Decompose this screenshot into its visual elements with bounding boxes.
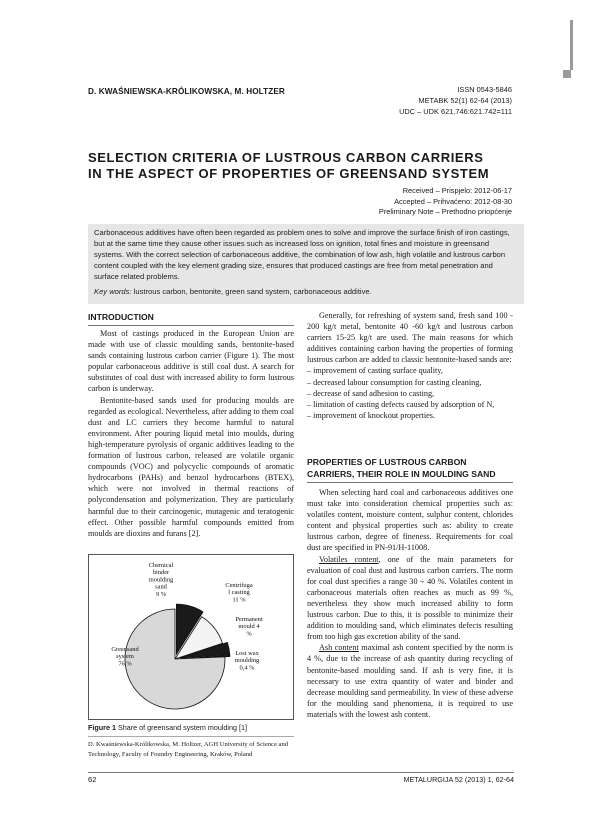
author-affiliation: D. Kwaśniewska-Królikowska, M. Holtzer, AGH University of Science and Technology, Faculty of Foundry Engineering, Kraków, Poland bbox=[88, 736, 294, 759]
title-line-1: SELECTION CRITERIA OF LUSTROUS CARBON CARRIERS bbox=[88, 150, 484, 165]
intro-paragraph-1: Most of castings produced in the European Union are made with use of classic moulding sands, bentonite-based sands containing lustrous carbon carrier (Figure 1). The most popular carbonaceous additive is still coal dust. A search for substitutes of coal dust with increased ability to form lustrous carbon is underway. bbox=[88, 329, 294, 394]
pie-label-0-line-3: sand bbox=[155, 583, 167, 591]
pie-label-3-line-0: Lost wax bbox=[235, 650, 259, 657]
list-item: – improvement of casting surface quality, bbox=[307, 366, 443, 376]
pie-label-1-line-0: Centrifuga bbox=[225, 582, 253, 589]
list-item: – limitation of casting defects caused by adsorption of N, bbox=[307, 399, 495, 409]
running-authors: D. KWAŚNIEWSKA-KRÓLIKOWSKA, M. HOLTZER bbox=[88, 87, 285, 96]
pie-chart-svg bbox=[89, 555, 293, 719]
pie-label-3-line-1: moulding bbox=[234, 657, 260, 665]
received-date: Received – Prispjelo: 2012-06-17 bbox=[402, 186, 512, 195]
right-column-body bbox=[307, 310, 513, 421]
right-paragraph-3 bbox=[307, 554, 513, 643]
section-2-heading bbox=[307, 456, 513, 483]
abstract-box bbox=[88, 224, 524, 304]
keywords bbox=[94, 287, 518, 298]
ash-term: Ash content bbox=[319, 643, 359, 653]
reasons-list bbox=[307, 365, 513, 420]
pie-label-1-line-2: 11 % bbox=[232, 596, 246, 604]
keywords-label: Key words: bbox=[94, 286, 132, 296]
figure-1-pie-chart bbox=[88, 554, 294, 720]
section-2-body bbox=[307, 487, 513, 720]
submission-dates bbox=[379, 186, 512, 218]
pie-label-4-line-0: Greensand bbox=[111, 646, 139, 653]
paper-type: Preliminary Note – Prethodno priopćenje bbox=[378, 207, 512, 217]
section-2-heading-line-2: CARRIERS, THEIR ROLE IN MOULDING SAND bbox=[307, 469, 496, 479]
top-margin bbox=[0, 0, 600, 14]
page-number: 62 bbox=[88, 775, 97, 784]
right-paragraph-2: When selecting hard coal and carbonaceous additives one must take into consideration chemical properties such as: volatiles content, moisture content, sulphur content, chlorides content and physical properties such as: ability to create lustrous carbon, degree of fineness. Requirements for coal dust are specified in PN-91/H-11008. bbox=[307, 488, 513, 553]
pie-label-2-line-1: mould 4 bbox=[238, 623, 260, 631]
pie-label-4-line-1: system bbox=[116, 653, 134, 661]
margin-bar bbox=[570, 20, 573, 70]
udc: UDC – UDK 621.746:621.742=111 bbox=[399, 107, 512, 116]
figure-caption bbox=[88, 723, 294, 732]
right-paragraph-4 bbox=[307, 642, 513, 720]
journal-meta bbox=[399, 84, 512, 117]
accepted-date: Accepted – Prihvaćeno: 2012-08-30 bbox=[394, 196, 512, 206]
pie-label-0-line-2: moulding bbox=[148, 576, 174, 584]
title-line-2: IN THE ASPECT OF PROPERTIES OF GREENSAND SYSTEM bbox=[88, 166, 490, 181]
intro-heading: INTRODUCTION bbox=[88, 311, 294, 326]
pie-label-0-line-1: binder bbox=[152, 569, 170, 577]
issn: ISSN 0543-5846 bbox=[457, 85, 512, 94]
pie-label-0-line-0: Chemical bbox=[148, 562, 174, 569]
keywords-list: lustrous carbon, bentonite, green sand system, carbonaceous additive. bbox=[131, 286, 372, 296]
ash-text: maximal ash content specified by the norm is 4 %, due to the increase of ash quantity during recycling of bentonite-based moulding sand. If ash is very fine, it is necessary to use extra quantity of water and binder and decrease moulding sand permeability. In view of these adverse for the moulding sand phenomena, it is required to use materials with the lowest ash content. bbox=[307, 643, 513, 719]
figure-caption-text: Share of greensand system moulding [1] bbox=[115, 723, 248, 732]
list-item: – decreased labour consumption for casting cleaning, bbox=[307, 377, 482, 387]
pie-label-2-line-0: Permanent bbox=[235, 616, 263, 623]
paper-title bbox=[88, 150, 528, 182]
abstract-text: Carbonaceous additives have often been regarded as problem ones to solve and improve the surface finish of iron castings, but at the same time they cause other issues such as increased loss on ignition, total fines and moisture in greensand systems. With the correct selection of carbonaceous additive, the combination of low ash, high volatile and lustrous carbon content coupled with the key element grading size, ensures that produced castings are free from metal penetration and surface related problems. bbox=[94, 228, 510, 281]
figure-label: Figure 1 bbox=[88, 723, 116, 732]
pie-label-4-line-2: 76 % bbox=[118, 660, 132, 668]
list-item: – decrease of sand adhesion to casting, bbox=[307, 388, 435, 398]
volatiles-text: , one of the main parameters for evaluation of coal dust and lustrous carbon carriers. The norm for coal dust specifies a range 30 ÷ 40 %. Volatiles content in carbonaceous materials often reaches as much as 99 %, nevertheless they show much increased ability to form lustrous carbon. Due to this, it is possible to minimize their addition to moulding sand, which eliminates defects resulting from too high gas excretion ability of the sand. bbox=[307, 554, 513, 642]
right-paragraph-1: Generally, for refreshing of system sand, fresh sand 100 - 200 kg/t metal, bentonite 40 -60 kg/t and lustrous carbon carriers 15-25 kg/t are used. The main reasons for which additives containing carbon having the properties of forming lustrous carbon are added to classic bentonite-based sands are: bbox=[307, 311, 513, 365]
section-2-heading-line-1: PROPERTIES OF LUSTROUS CARBON bbox=[307, 457, 467, 467]
intro-paragraph-2: Bentonite-based sands used for producing moulds are regarded as ecological. Nevertheless, after adding to them coal dust and LC carriers they become harmful to natural environment. After pouring liquid metal into moulds, during high-temperature pyrolysis of organic additives leading to the formation of lustrous carbon, released are volatile organic compounds (VOC) and polycyclic compounds of aromatic hydrocarbons (PAHs) and benzol hydrocarbons (BTEX), which were not involved in thermal reactions of polycondensation and polymerization. They are particularly harmful due to their carcinogenic, mutagenic and teratogenic effect. Other possible harmful compounds emitted from moulds are dioxins and furans [2]. bbox=[88, 395, 294, 538]
intro-body bbox=[88, 328, 294, 539]
pie-label-2-line-2: % bbox=[246, 630, 252, 638]
pie-label-3-line-2: 0,4 % bbox=[239, 664, 255, 672]
volatiles-term: Volatiles content bbox=[319, 554, 379, 564]
footer-rule bbox=[88, 772, 514, 773]
list-item: – improvement of knockout properties. bbox=[307, 410, 436, 420]
metabk: METABK 52(1) 62-64 (2013) bbox=[418, 96, 512, 105]
pie-label-0-line-4: 9 % bbox=[155, 590, 167, 598]
pie-label-1-line-1: l casting bbox=[228, 589, 250, 597]
corner-marker bbox=[563, 70, 571, 78]
journal-reference: METALURGIJA 52 (2013) 1, 62-64 bbox=[403, 775, 514, 784]
